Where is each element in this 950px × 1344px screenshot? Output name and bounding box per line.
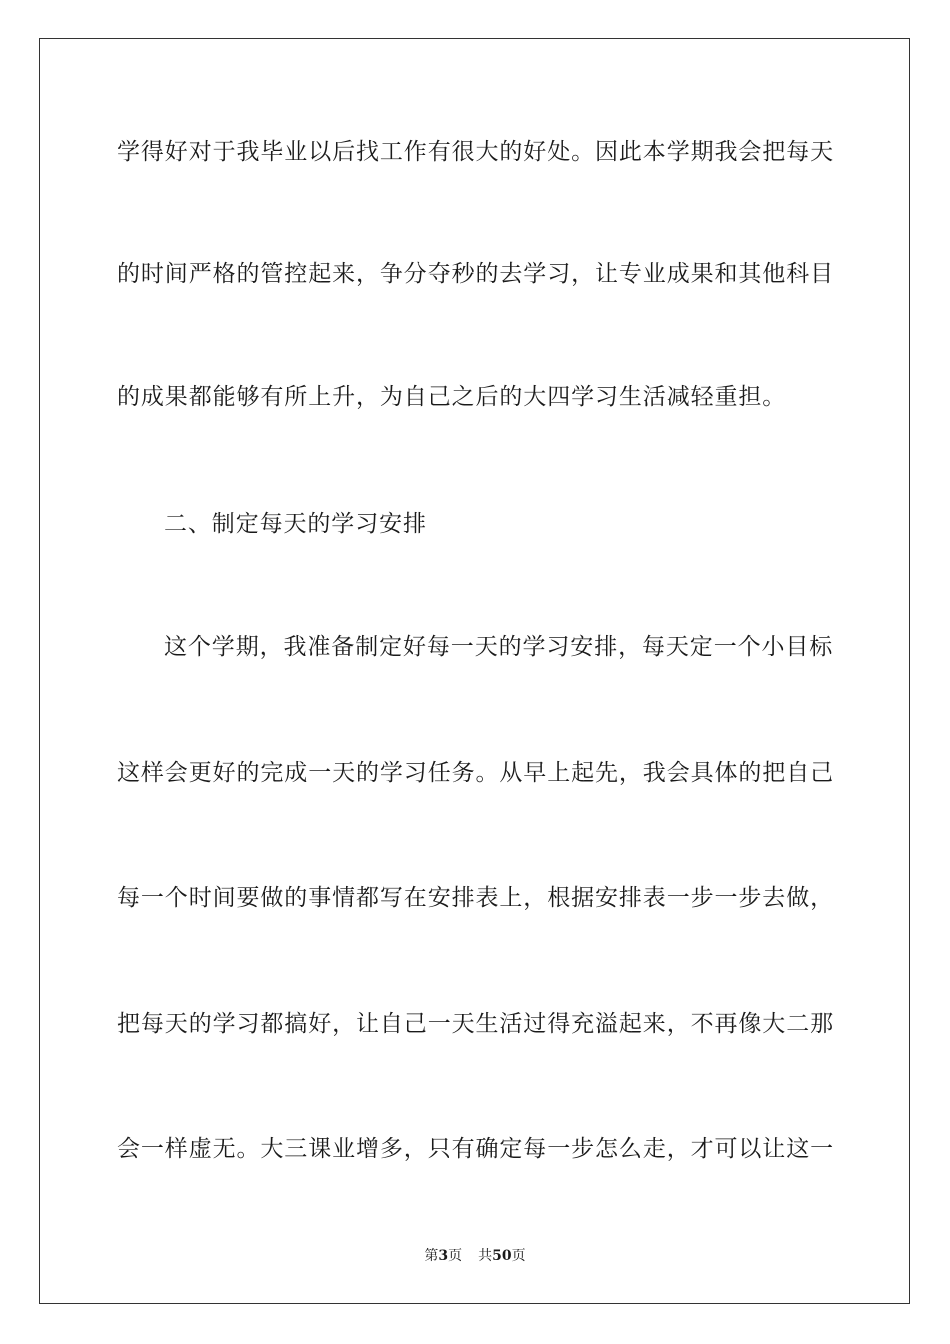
page-label-prefix: 第 [424,1248,439,1264]
body-line-7: 把每天的学习都搞好，让自己一天生活过得充溢起来，不再像大二那 [117,1011,834,1037]
section-heading: 二、制定每天的学习安排 [164,511,427,537]
total-label-prefix: 共 [478,1248,493,1264]
page-border [39,38,910,1304]
body-line-6: 每一个时间要做的事情都写在安排表上，根据安排表一步一步去做， [117,885,834,911]
total-label-suffix: 页 [511,1248,526,1264]
body-line-4: 这个学期，我准备制定好每一天的学习安排，每天定一个小目标 [164,634,834,660]
page-footer [0,1246,950,1266]
page-label-suffix: 页 [448,1248,463,1264]
body-line-2: 的时间严格的管控起来，争分夺秒的去学习，让专业成果和其他科目 [117,261,834,287]
body-line-8: 会一样虚无。大三课业增多，只有确定每一步怎么走，才可以让这一 [117,1136,834,1162]
body-line-3: 的成果都能够有所上升，为自己之后的大四学习生活减轻重担。 [117,384,787,410]
total-pages: 50 [492,1248,512,1264]
page-number: 3 [438,1248,449,1264]
body-line-5: 这样会更好的完成一天的学习任务。从早上起先，我会具体的把自己 [117,760,834,786]
body-line-1: 学得好对于我毕业以后找工作有很大的好处。因此本学期我会把每天 [117,139,834,165]
